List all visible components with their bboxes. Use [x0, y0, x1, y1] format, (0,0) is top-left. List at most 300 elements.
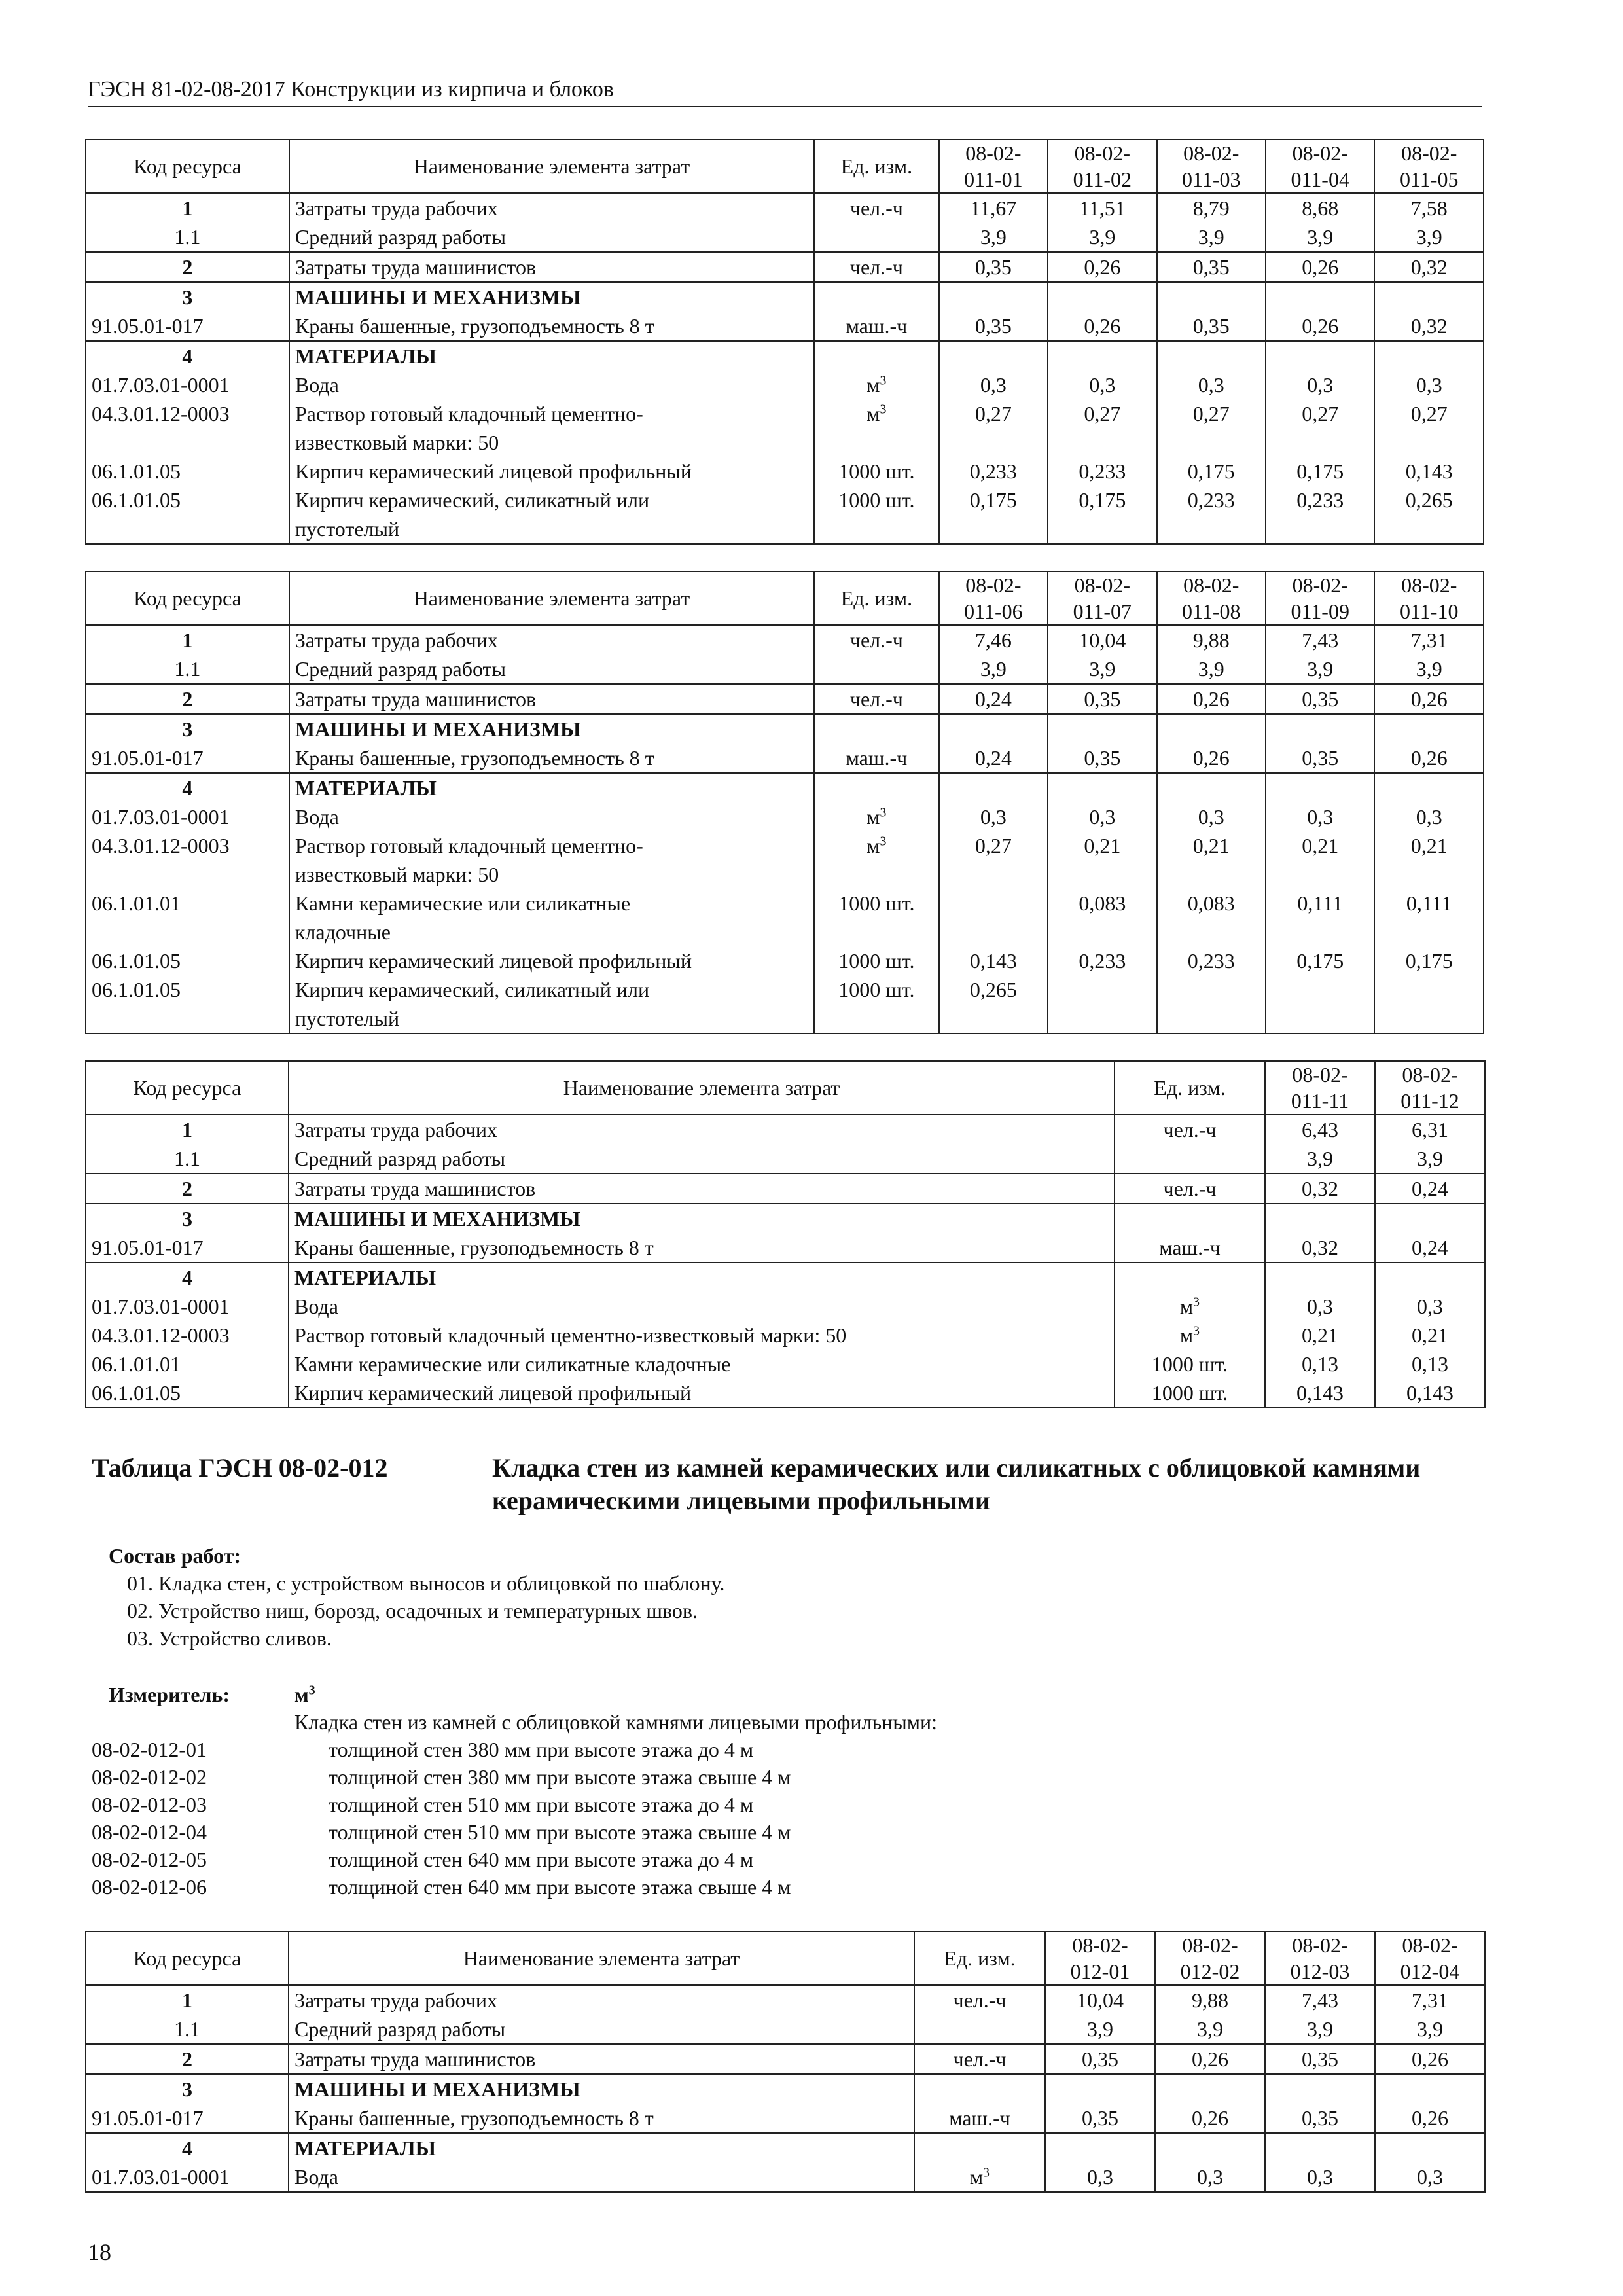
col-header-norm-code: 08-02- 011-07: [1048, 571, 1156, 625]
resource-unit: $м^3$: [814, 831, 939, 889]
table-row: [86, 2044, 1485, 2074]
resource-unit: $м^3$: [814, 399, 939, 457]
norm-value: [1375, 1263, 1485, 1292]
norm-value: 3,9: [939, 655, 1048, 684]
norm-value: [1375, 2074, 1485, 2104]
resource-unit: [914, 2133, 1045, 2162]
table-row: [86, 889, 1484, 946]
norm-value: 0,35: [1048, 744, 1156, 773]
table-row: [86, 1321, 1485, 1350]
norm-value: [1045, 2074, 1155, 2104]
table-row: [86, 1292, 1485, 1321]
norm-value: 0,111: [1266, 889, 1374, 946]
works-item-3: 03. Устройство сливов.: [127, 1626, 332, 1650]
resource-name: Вода: [289, 802, 814, 831]
norm-value: 0,111: [1374, 889, 1484, 946]
norm-value: 0,3: [1157, 802, 1266, 831]
norm-item-code: 08-02-012-06: [92, 1875, 207, 1899]
resource-name: Кирпич керамический лицевой профильный: [289, 1378, 1115, 1408]
norm-value: 8,79: [1157, 193, 1266, 223]
resource-unit: чел.-ч: [1115, 1115, 1265, 1144]
resource-code: 4: [86, 773, 289, 802]
norm-value: 0,26: [1375, 2044, 1485, 2074]
norm-value: 7,46: [939, 625, 1048, 655]
norm-value: 0,143: [939, 946, 1048, 975]
resource-code: 1.1: [86, 223, 289, 252]
resource-name: Раствор готовый кладочный цементно- известковый марки: 50: [289, 831, 814, 889]
norm-value: 0,26: [1266, 312, 1374, 341]
resource-code: 3: [86, 282, 289, 312]
norm-value: [1375, 2133, 1485, 2162]
norm-value: 9,88: [1157, 625, 1266, 655]
resource-code: 2: [86, 684, 289, 714]
resource-name: Краны башенные, грузоподъемность 8 т: [289, 1233, 1115, 1263]
norm-value: [1048, 282, 1156, 312]
resource-name: Вода: [289, 1292, 1115, 1321]
norm-value: [1266, 714, 1374, 744]
norm-value: 0,27: [1374, 399, 1484, 457]
norm-value: [1048, 773, 1156, 802]
col-header-unit: Ед. изм.: [814, 571, 939, 625]
norm-value: 0,233: [1048, 457, 1156, 486]
resource-name: Затраты труда машинистов: [289, 684, 814, 714]
norm-value: [1155, 2133, 1265, 2162]
works-item-2: 02. Устройство ниш, борозд, осадочных и температурных швов.: [127, 1599, 698, 1623]
norm-value: 6,43: [1265, 1115, 1375, 1144]
resource-code: 01.7.03.01-0001: [86, 2162, 289, 2192]
col-header-norm-code: 08-02- 012-01: [1045, 1931, 1155, 1985]
norm-table-011-b: [85, 571, 1484, 1034]
resource-code: 06.1.01.05: [86, 486, 289, 544]
resource-name: Камни керамические или силикатные кладочные: [289, 1350, 1115, 1378]
norm-value: 8,68: [1266, 193, 1374, 223]
resource-name: МАТЕРИАЛЫ: [289, 341, 814, 370]
resource-code: 06.1.01.05: [86, 946, 289, 975]
resource-unit: чел.-ч: [814, 193, 939, 223]
table-title: Кладка стен из камней керамических или силикатных с облицовкой камнями керамическими лицевыми профильными: [492, 1453, 1421, 1515]
resource-unit: чел.-ч: [1115, 1174, 1265, 1204]
resource-name: МАШИНЫ И МЕХАНИЗМЫ: [289, 2074, 914, 2104]
resource-name: Кирпич керамический, силикатный или пустотелый: [289, 486, 814, 544]
norm-item-code: 08-02-012-04: [92, 1820, 207, 1844]
resource-name: Затраты труда машинистов: [289, 2044, 914, 2074]
norm-value: 0,3: [1265, 1292, 1375, 1321]
norm-value: 0,175: [1266, 457, 1374, 486]
resource-code: 06.1.01.01: [86, 889, 289, 946]
norm-value: [939, 282, 1048, 312]
norm-value: 11,51: [1048, 193, 1156, 223]
norm-value: 0,32: [1374, 252, 1484, 282]
norm-value: [1374, 975, 1484, 1033]
norm-table-012: [85, 1931, 1486, 2193]
resource-name: Краны башенные, грузоподъемность 8 т: [289, 2104, 914, 2133]
norm-value: 0,143: [1265, 1378, 1375, 1408]
resource-code: 04.3.01.12-0003: [86, 399, 289, 457]
resource-code: 2: [86, 1174, 289, 1204]
norm-value: 0,3: [1266, 370, 1374, 399]
resource-name: Затраты труда рабочих: [289, 625, 814, 655]
resource-name: Камни керамические или силикатные кладочные: [289, 889, 814, 946]
resource-name: Краны башенные, грузоподъемность 8 т: [289, 312, 814, 341]
col-header-name: Наименование элемента затрат: [289, 1931, 914, 1985]
resource-unit: 1000 шт.: [814, 946, 939, 975]
col-header-code: Код ресурса: [86, 1931, 289, 1985]
table-row: [86, 975, 1484, 1033]
table-row: [86, 946, 1484, 975]
table-row: [86, 2133, 1485, 2162]
resource-unit: маш.-ч: [1115, 1233, 1265, 1263]
norm-value: [1374, 282, 1484, 312]
resource-code: 01.7.03.01-0001: [86, 1292, 289, 1321]
resource-unit: [814, 223, 939, 252]
norm-value: 3,9: [1155, 2015, 1265, 2044]
resource-code: 91.05.01-017: [86, 312, 289, 341]
norm-value: [1266, 282, 1374, 312]
col-header-unit: Ед. изм.: [1115, 1061, 1265, 1115]
norm-value: 0,175: [1157, 457, 1266, 486]
norm-value: 0,3: [1375, 1292, 1485, 1321]
norm-value: 0,13: [1375, 1350, 1485, 1378]
norm-value: 0,175: [1374, 946, 1484, 975]
norm-value: 0,3: [1045, 2162, 1155, 2192]
table-row: [86, 655, 1484, 684]
norm-value: 0,27: [1157, 399, 1266, 457]
measure-intro: Кладка стен из камней с облицовкой камнями лицевыми профильными:: [294, 1710, 937, 1734]
norm-value: 0,24: [1375, 1233, 1485, 1263]
norm-value: 0,35: [1266, 684, 1374, 714]
table-row: [86, 1233, 1485, 1263]
resource-name: МАШИНЫ И МЕХАНИЗМЫ: [289, 1204, 1115, 1233]
norm-value: 0,175: [1048, 486, 1156, 544]
norm-value: 0,3: [1375, 2162, 1485, 2192]
resource-name: Кирпич керамический лицевой профильный: [289, 946, 814, 975]
resource-name: МАШИНЫ И МЕХАНИЗМЫ: [289, 714, 814, 744]
table-row: [86, 252, 1484, 282]
col-header-norm-code: 08-02- 011-05: [1374, 139, 1484, 193]
col-header-norm-code: 08-02- 011-09: [1266, 571, 1374, 625]
col-header-name: Наименование элемента затрат: [289, 571, 814, 625]
table-row: [86, 831, 1484, 889]
resource-name: МАТЕРИАЛЫ: [289, 2133, 914, 2162]
norm-value: 0,26: [1048, 312, 1156, 341]
norm-value: 3,9: [1374, 223, 1484, 252]
norm-value: 0,26: [1375, 2104, 1485, 2133]
norm-item-code: 08-02-012-05: [92, 1848, 207, 1871]
table-row: [86, 2015, 1485, 2044]
resource-name: Затраты труда рабочих: [289, 193, 814, 223]
norm-item-desc: толщиной стен 380 мм при высоте этажа до 4 м: [329, 1738, 754, 1761]
table-row: [86, 1174, 1485, 1204]
resource-code: 2: [86, 252, 289, 282]
resource-name: Средний разряд работы: [289, 223, 814, 252]
norm-value: 3,9: [1157, 223, 1266, 252]
col-header-norm-code: 08-02- 012-02: [1155, 1931, 1265, 1985]
resource-name: Затраты труда машинистов: [289, 252, 814, 282]
table-row: [86, 802, 1484, 831]
resource-code: 2: [86, 2044, 289, 2074]
resource-unit: 1000 шт.: [814, 889, 939, 946]
norm-value: 7,58: [1374, 193, 1484, 223]
norm-value: [1157, 341, 1266, 370]
resource-unit: [914, 2074, 1045, 2104]
norm-table-011-c: [85, 1060, 1486, 1408]
norm-value: [1048, 975, 1156, 1033]
table-row: [86, 282, 1484, 312]
col-header-norm-code: 08-02- 011-08: [1157, 571, 1266, 625]
col-header-name: Наименование элемента затрат: [289, 1061, 1115, 1115]
norm-value: 0,3: [1155, 2162, 1265, 2192]
norm-value: [1045, 2133, 1155, 2162]
resource-code: 1.1: [86, 1144, 289, 1174]
resource-code: 04.3.01.12-0003: [86, 1321, 289, 1350]
norm-value: 3,9: [1157, 655, 1266, 684]
norm-value: 0,3: [939, 370, 1048, 399]
norm-value: 0,21: [1265, 1321, 1375, 1350]
norm-value: [939, 889, 1048, 946]
norm-value: 3,9: [1375, 2015, 1485, 2044]
norm-value: 0,265: [939, 975, 1048, 1033]
col-header-norm-code: 08-02- 011-02: [1048, 139, 1156, 193]
works-label: Состав работ:: [109, 1544, 241, 1568]
resource-unit: 1000 шт.: [814, 975, 939, 1033]
norm-value: 0,35: [939, 252, 1048, 282]
norm-value: 0,35: [1045, 2044, 1155, 2074]
norm-value: 3,9: [1048, 223, 1156, 252]
norm-value: 0,27: [1266, 399, 1374, 457]
col-header-code: Код ресурса: [86, 1061, 289, 1115]
table-row: [86, 1378, 1485, 1408]
resource-code: 1.1: [86, 2015, 289, 2044]
norm-value: 0,26: [1048, 252, 1156, 282]
resource-code: 91.05.01-017: [86, 2104, 289, 2133]
col-header-code: Код ресурса: [86, 139, 289, 193]
table-row: [86, 1985, 1485, 2015]
norm-value: 0,24: [939, 744, 1048, 773]
norm-value: 0,143: [1374, 457, 1484, 486]
table-row: [86, 1263, 1485, 1292]
norm-value: 0,26: [1157, 744, 1266, 773]
norm-value: 0,083: [1157, 889, 1266, 946]
norm-value: 0,265: [1374, 486, 1484, 544]
norm-value: 3,9: [1045, 2015, 1155, 2044]
norm-value: 0,35: [1157, 312, 1266, 341]
measure-unit: $м^3$: [294, 1683, 315, 1706]
resource-code: 1: [86, 193, 289, 223]
norm-value: 0,3: [1048, 802, 1156, 831]
resource-unit: 1000 шт.: [814, 457, 939, 486]
resource-code: 91.05.01-017: [86, 1233, 289, 1263]
resource-unit: [814, 714, 939, 744]
norm-value: 0,21: [1374, 831, 1484, 889]
resource-unit: $м^3$: [1115, 1321, 1265, 1350]
resource-code: 1: [86, 1985, 289, 2015]
norm-value: 0,35: [1265, 2104, 1375, 2133]
resource-code: 1: [86, 625, 289, 655]
norm-value: 3,9: [1375, 1144, 1485, 1174]
resource-code: 4: [86, 2133, 289, 2162]
norm-value: 0,35: [1265, 2044, 1375, 2074]
resource-code: 1: [86, 1115, 289, 1144]
norm-value: 3,9: [1265, 1144, 1375, 1174]
resource-unit: чел.-ч: [914, 1985, 1045, 2015]
resource-code: 3: [86, 2074, 289, 2104]
resource-unit: [1115, 1144, 1265, 1174]
norm-item-code: 08-02-012-03: [92, 1793, 207, 1816]
resource-unit: [814, 282, 939, 312]
resource-unit: $м^3$: [914, 2162, 1045, 2192]
norm-value: 0,27: [939, 831, 1048, 889]
col-header-norm-code: 08-02- 011-12: [1375, 1061, 1485, 1115]
norm-value: 0,24: [1375, 1174, 1485, 1204]
table-row: [86, 1144, 1485, 1174]
norm-item-desc: толщиной стен 640 мм при высоте этажа до 4 м: [329, 1848, 754, 1871]
norm-value: [1265, 2074, 1375, 2104]
resource-code: 1.1: [86, 655, 289, 684]
table-row: [86, 684, 1484, 714]
norm-value: [1265, 1263, 1375, 1292]
table-row: [86, 1350, 1485, 1378]
resource-unit: 1000 шт.: [814, 486, 939, 544]
resource-name: Затраты труда рабочих: [289, 1985, 914, 2015]
norm-value: 7,43: [1265, 1985, 1375, 2015]
resource-code: 01.7.03.01-0001: [86, 802, 289, 831]
norm-value: [1265, 1204, 1375, 1233]
resource-unit: [1115, 1204, 1265, 1233]
table-row: [86, 370, 1484, 399]
table-row: [86, 1204, 1485, 1233]
norm-value: 0,35: [1048, 684, 1156, 714]
norm-value: 7,43: [1266, 625, 1374, 655]
table-row: [86, 714, 1484, 744]
table-row: [86, 486, 1484, 544]
table-row: [86, 341, 1484, 370]
norm-value: 0,3: [1265, 2162, 1375, 2192]
norm-value: [1048, 714, 1156, 744]
norm-value: 0,26: [1266, 252, 1374, 282]
norm-value: 0,233: [1266, 486, 1374, 544]
resource-code: 06.1.01.05: [86, 457, 289, 486]
col-header-norm-code: 08-02- 011-06: [939, 571, 1048, 625]
table-row: [86, 773, 1484, 802]
norm-value: 0,3: [1374, 802, 1484, 831]
table-row: [86, 2074, 1485, 2104]
norm-value: [1157, 975, 1266, 1033]
norm-value: 0,26: [1155, 2104, 1265, 2133]
col-header-norm-code: 08-02- 012-04: [1375, 1931, 1485, 1985]
norm-value: [1374, 341, 1484, 370]
norm-value: [1266, 975, 1374, 1033]
resource-unit: $м^3$: [1115, 1292, 1265, 1321]
norm-value: [939, 773, 1048, 802]
resource-name: Раствор готовый кладочный цементно- известковый марки: 50: [289, 399, 814, 457]
resource-name: Средний разряд работы: [289, 2015, 914, 2044]
resource-name: Раствор готовый кладочный цементно-известковый марки: 50: [289, 1321, 1115, 1350]
norm-value: 0,143: [1375, 1378, 1485, 1408]
table-row: [86, 193, 1484, 223]
norm-value: 0,32: [1374, 312, 1484, 341]
norm-value: 6,31: [1375, 1115, 1485, 1144]
resource-unit: $м^3$: [814, 802, 939, 831]
norm-table-011-a: [85, 139, 1484, 545]
table-row: [86, 1115, 1485, 1144]
resource-unit: маш.-ч: [814, 744, 939, 773]
resource-unit: чел.-ч: [814, 684, 939, 714]
norm-value: 9,88: [1155, 1985, 1265, 2015]
resource-name: Средний разряд работы: [289, 655, 814, 684]
table-row: [86, 744, 1484, 773]
table-row: [86, 312, 1484, 341]
col-header-norm-code: 08-02- 011-10: [1374, 571, 1484, 625]
norm-value: 0,26: [1157, 684, 1266, 714]
norm-value: [1266, 341, 1374, 370]
norm-value: 0,26: [1374, 684, 1484, 714]
norm-value: 0,3: [1157, 370, 1266, 399]
col-header-code: Код ресурса: [86, 571, 289, 625]
resource-code: 06.1.01.05: [86, 1378, 289, 1408]
resource-name: Затраты труда рабочих: [289, 1115, 1115, 1144]
norm-value: 0,233: [939, 457, 1048, 486]
norm-value: 3,9: [1048, 655, 1156, 684]
norm-value: [1157, 282, 1266, 312]
col-header-norm-code: 08-02- 012-03: [1265, 1931, 1375, 1985]
col-header-norm-code: 08-02- 011-01: [939, 139, 1048, 193]
resource-code: 3: [86, 714, 289, 744]
norm-value: 0,26: [1374, 744, 1484, 773]
resource-unit: маш.-ч: [814, 312, 939, 341]
norm-value: 0,21: [1375, 1321, 1485, 1350]
norm-value: 0,35: [1157, 252, 1266, 282]
norm-value: 0,35: [1266, 744, 1374, 773]
norm-value: [1155, 2074, 1265, 2104]
resource-name: МАШИНЫ И МЕХАНИЗМЫ: [289, 282, 814, 312]
norm-value: [1374, 773, 1484, 802]
resource-code: 4: [86, 1263, 289, 1292]
norm-value: 3,9: [1265, 2015, 1375, 2044]
norm-value: [1157, 773, 1266, 802]
resource-unit: чел.-ч: [914, 2044, 1045, 2074]
norm-value: 0,27: [939, 399, 1048, 457]
resource-code: 91.05.01-017: [86, 744, 289, 773]
norm-item-code: 08-02-012-02: [92, 1765, 207, 1789]
table-row: [86, 625, 1484, 655]
resource-code: 06.1.01.01: [86, 1350, 289, 1378]
resource-name: Кирпич керамический, силикатный или пустотелый: [289, 975, 814, 1033]
norm-value: 0,26: [1155, 2044, 1265, 2074]
norm-value: [1048, 341, 1156, 370]
resource-unit: [814, 341, 939, 370]
norm-value: 0,3: [1374, 370, 1484, 399]
resource-unit: [1115, 1263, 1265, 1292]
norm-value: [1266, 773, 1374, 802]
norm-value: [1375, 1204, 1485, 1233]
norm-item-desc: толщиной стен 640 мм при высоте этажа свыше 4 м: [329, 1875, 791, 1899]
measure-label: Измеритель:: [109, 1683, 230, 1706]
resource-unit: маш.-ч: [914, 2104, 1045, 2133]
resource-code: 01.7.03.01-0001: [86, 370, 289, 399]
norm-value: 0,32: [1265, 1233, 1375, 1263]
works-item-1: 01. Кладка стен, с устройством выносов и облицовкой по шаблону.: [127, 1571, 725, 1595]
norm-value: 0,175: [939, 486, 1048, 544]
norm-value: [1157, 714, 1266, 744]
col-header-norm-code: 08-02- 011-03: [1157, 139, 1266, 193]
norm-value: 0,21: [1048, 831, 1156, 889]
resource-name: МАТЕРИАЛЫ: [289, 773, 814, 802]
resource-unit: [814, 773, 939, 802]
norm-value: 0,32: [1265, 1174, 1375, 1204]
resource-code: 06.1.01.05: [86, 975, 289, 1033]
resource-name: Кирпич керамический лицевой профильный: [289, 457, 814, 486]
resource-name: Вода: [289, 2162, 914, 2192]
